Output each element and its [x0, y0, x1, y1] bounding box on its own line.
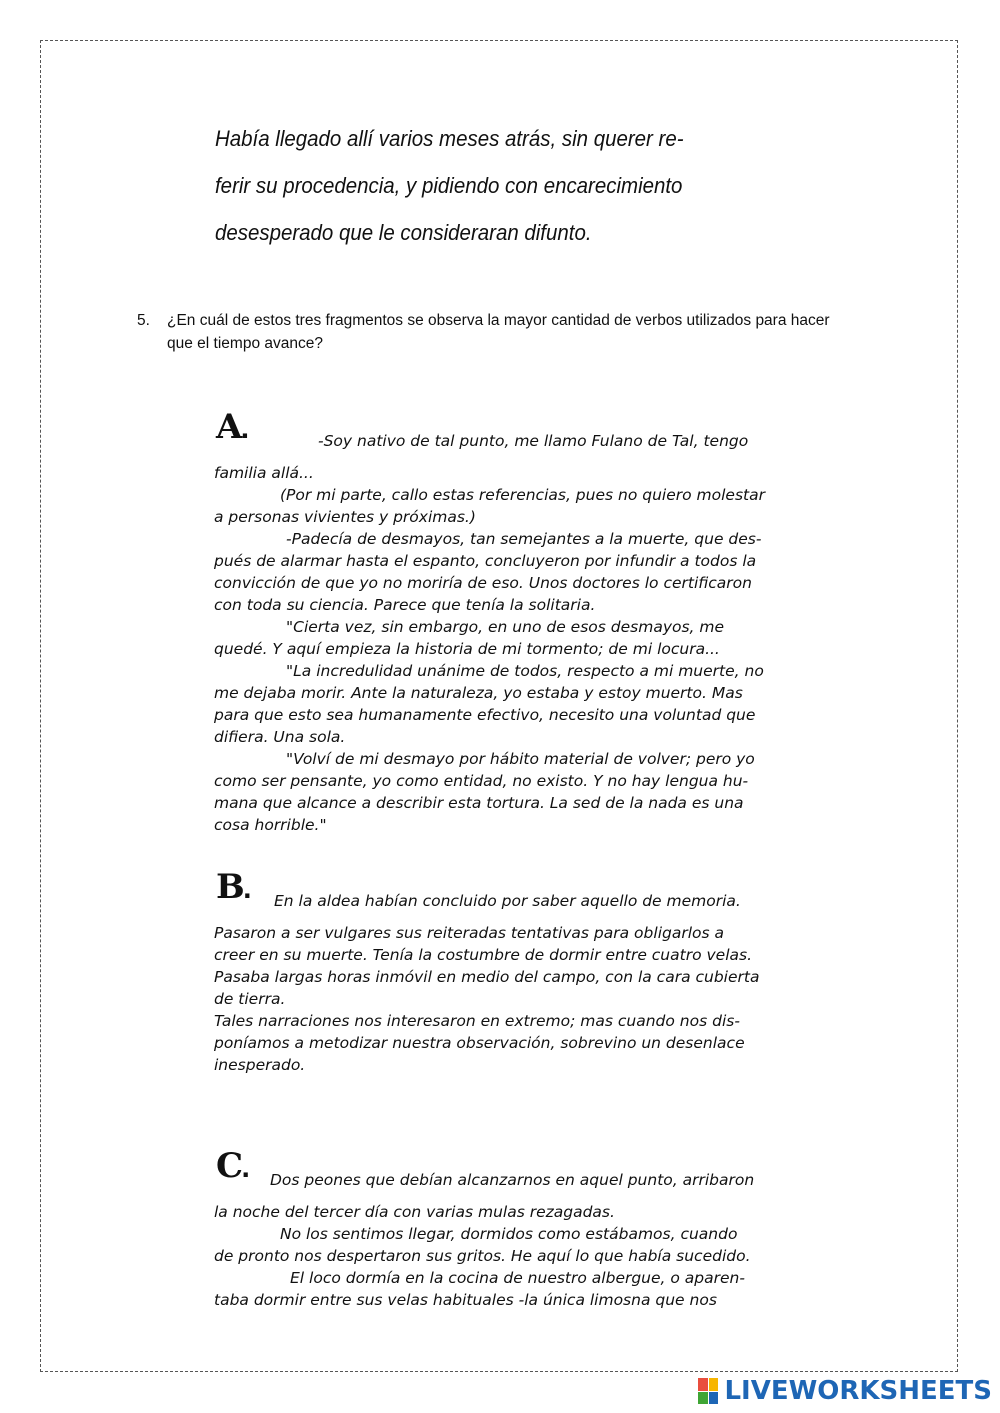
fragment-b — [214, 867, 834, 1076]
fragment-line: me dejaba morir. Ante la naturaleza, yo estaba y estoy muerto. Mas — [214, 684, 743, 702]
fragment-line: como ser pensante, yo como entidad, no existo. Y no hay lengua hu- — [214, 772, 749, 790]
logo-text: LIVEWORKSHEETS — [724, 1376, 992, 1406]
fragment-line: "La incredulidad unánime de todos, respecto a mi muerte, no — [286, 662, 764, 680]
fragment-line: mana que alcance a describir esta tortura. La sed de la nada es una — [214, 794, 744, 812]
fragment-line: cosa horrible." — [214, 816, 327, 834]
fragment-line: la noche del tercer día con varias mulas rezagadas. — [214, 1203, 615, 1221]
fragment-line: quedé. Y aquí empieza la historia de mi tormento; de mi locura... — [214, 640, 720, 658]
fragment-line: No los sentimos llegar, dormidos como estábamos, cuando — [280, 1225, 738, 1243]
fragment-line: familia allá... — [214, 464, 314, 482]
fragment-a-first-line: -Soy nativo de tal punto, me llamo Fulano de Tal, tengo — [318, 432, 749, 450]
fragment-line: "Volví de mi desmayo por hábito material de volver; pero yo — [286, 750, 755, 768]
fragment-line: -Padecía de desmayos, tan semejantes a la muerte, que des- — [286, 530, 762, 548]
liveworksheets-logo-icon — [698, 1378, 718, 1404]
fragment-line: "Cierta vez, sin embargo, en uno de esos desmayos, me — [286, 618, 725, 636]
intro-line: desesperado que le consideraran difunto. — [215, 220, 592, 245]
fragment-line: pués de alarmar hasta el espanto, concluyeron por infundir a todos la — [214, 552, 757, 570]
fragment-line: Tales narraciones nos interesaron en extremo; mas cuando nos dis- — [214, 1012, 740, 1030]
fragment-a — [214, 407, 834, 836]
fragment-b-first-line: En la aldea habían concluido por saber aquello de memoria. — [274, 892, 741, 910]
fragment-c-first-line: Dos peones que debían alcanzarnos en aquel punto, arribaron — [270, 1171, 755, 1189]
fragment-line: difiera. Una sola. — [214, 728, 346, 746]
fragment-line: Pasaron a ser vulgares sus reiteradas tentativas para obligarlos a — [214, 924, 724, 942]
fragment-c — [214, 1146, 834, 1311]
fragment-letter-c: C. — [216, 1146, 249, 1186]
question-text: ¿En cuál de estos tres fragmentos se observa la mayor cantidad de verbos utilizados para hacer que el tiempo avance? — [167, 312, 830, 352]
fragment-line: taba dormir entre sus velas habituales -la única limosna que nos — [214, 1291, 717, 1309]
fragment-line: inesperado. — [214, 1056, 306, 1074]
fragment-line: poníamos a metodizar nuestra observación, sobrevino un desenlace — [214, 1034, 745, 1052]
intro-line: Había llegado allí varios meses atrás, sin querer re- — [215, 126, 684, 151]
fragment-line: El loco dormía en la cocina de nuestro albergue, o aparen- — [290, 1269, 745, 1287]
intro-paragraph — [215, 115, 736, 256]
question-5 — [137, 309, 857, 355]
fragment-line: para que esto sea humanamente efectivo, necesito una voluntad que — [214, 706, 756, 724]
liveworksheets-logo — [698, 1375, 992, 1407]
fragment-line: de pronto nos despertaron sus gritos. He aquí lo que había sucedido. — [214, 1247, 751, 1265]
fragment-line: Pasaba largas horas inmóvil en medio del campo, con la cara cubierta — [214, 968, 760, 986]
fragment-line: (Por mi parte, callo estas referencias, pues no quiero molestar — [280, 486, 765, 504]
fragment-line: con toda su ciencia. Parece que tenía la solitaria. — [214, 596, 596, 614]
fragment-letter-a: A. — [216, 407, 248, 447]
fragment-line: de tierra. — [214, 990, 286, 1008]
fragment-line: creer en su muerte. Tenía la costumbre de dormir entre cuatro velas. — [214, 946, 753, 964]
fragment-letter-b: B. — [216, 867, 250, 907]
question-number: 5. — [137, 312, 150, 329]
fragment-line: convicción de que yo no moriría de eso. Unos doctores lo certificaron — [214, 574, 752, 592]
fragment-line: a personas vivientes y próximas.) — [214, 508, 476, 526]
intro-line: ferir su procedencia, y pidiendo con encarecimiento — [215, 173, 683, 198]
